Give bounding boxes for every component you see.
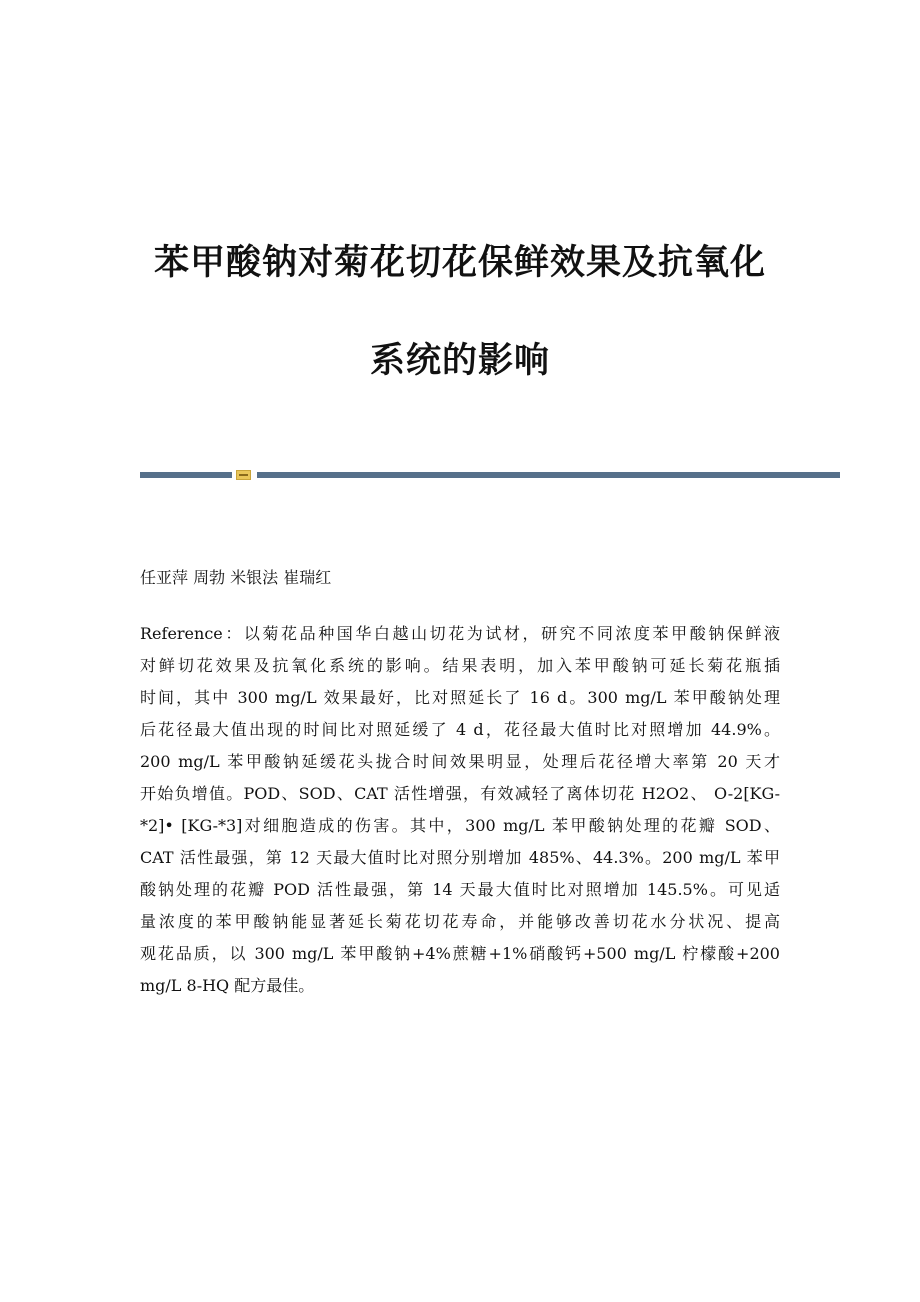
abstract-line: 时间，其中 300 mg/L 效果最好，比对照延长了 16 d。300 mg/L 苯甲酸钠处理 bbox=[140, 688, 780, 707]
abstract-line: 量浓度的苯甲酸钠能显著延长菊花切花寿命，并能够改善切花水分状况、提高 bbox=[140, 912, 780, 931]
document-title-line-2: 系统的影响 bbox=[369, 341, 550, 382]
abstract bbox=[140, 622, 780, 1006]
abstract-line: 200 mg/L 苯甲酸钠延缓花头拢合时间效果明显，处理后花径增大率第 20 天才 bbox=[140, 752, 780, 771]
abstract-line: mg/L 8-HQ 配方最佳。 bbox=[140, 976, 315, 995]
abstract-line: CAT 活性最强，第 12 天最大值时比对照分别增加 485%、44.3%。200 mg/L 苯甲 bbox=[140, 848, 780, 867]
abstract-line: 酸钠处理的花瓣 POD 活性最强，第 14 天最大值时比对照增加 145.5%。可见适 bbox=[140, 880, 780, 899]
abstract-line: 开始负增值。POD、SOD、CAT 活性增强，有效减轻了离体切花 H2O2、 O-2[KG- bbox=[140, 784, 780, 803]
divider-bar-left bbox=[140, 472, 232, 478]
abstract-line: Reference：以菊花品种国华白越山切花为试材，研究不同浓度苯甲酸钠保鲜液 bbox=[140, 624, 780, 643]
abstract-line: 观花品质，以 300 mg/L 苯甲酸钠+4%蔗糖+1%硝酸钙+500 mg/L 柠檬酸+200 bbox=[140, 944, 780, 963]
abstract-line: *2]• [KG-*3]对细胞造成的伤害。其中，300 mg/L 苯甲酸钠处理的花瓣 SOD、 bbox=[140, 816, 780, 835]
title-divider bbox=[140, 470, 840, 480]
ornament-icon bbox=[236, 470, 251, 480]
author-list: 任亚萍 周勃 米银法 崔瑞红 bbox=[140, 568, 332, 587]
document-title-line-1: 苯甲酸钠对菊花切花保鲜效果及抗氧化 bbox=[153, 243, 766, 284]
abstract-line: 对鲜切花效果及抗氧化系统的影响。结果表明，加入苯甲酸钠可延长菊花瓶插 bbox=[140, 656, 780, 675]
divider-bar-right bbox=[257, 472, 840, 478]
abstract-line: 后花径最大值出现的时间比对照延缓了 4 d，花径最大值时比对照增加 44.9%。 bbox=[140, 720, 780, 739]
